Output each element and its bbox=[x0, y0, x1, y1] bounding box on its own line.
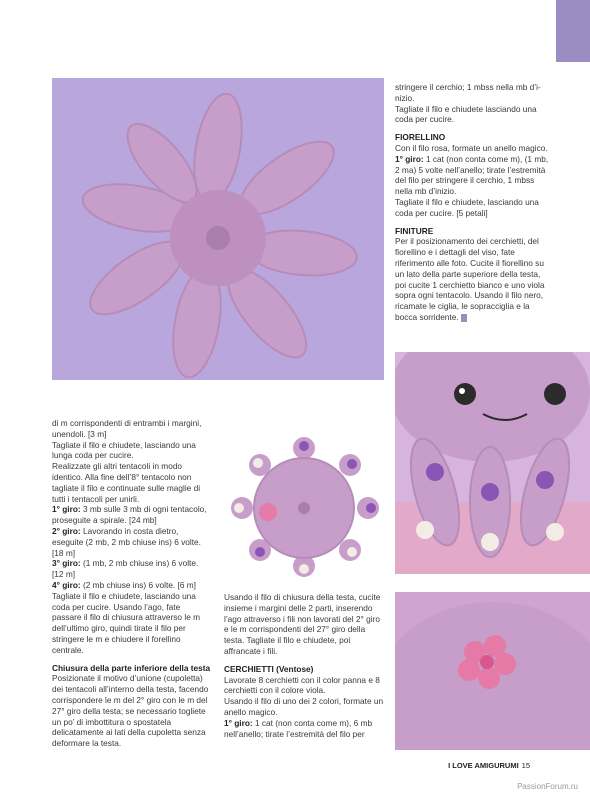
round-text: (1 mb, 2 mb chiuse ins) 6 volte. [12 m] bbox=[52, 558, 199, 580]
octopus-tentacles-photo bbox=[52, 78, 384, 380]
paragraph: Lavorate 8 cerchietti con il color panna e 8 cerchietti con il colore viola. bbox=[224, 674, 380, 696]
paragraph: Tagliate il filo e chiudete, lasciando una coda per cucire. Usando l’ago, fate passare il filo di chiusura attraverso le m dell’ultimo giro, quindi tirate il filo per stringere le m e chiudere il forellino centrale. bbox=[52, 590, 201, 655]
round-label: 2° giro: bbox=[52, 525, 81, 536]
paragraph bbox=[395, 154, 553, 197]
section-heading: FINITURE bbox=[395, 225, 434, 236]
paragraph bbox=[52, 580, 212, 591]
middle-column bbox=[224, 592, 386, 739]
paragraph: stringere il cerchio; 1 mbss nella mb d’i-nizio. bbox=[395, 82, 541, 103]
paragraph: Posizionate il motivo d’unione (cupoletta) dei tentacoli all’interno della testa, facendo corrispondere le m del 2° giro con le m del 27° giro della testa; se necessario togliete un po’ di imbottitura o spostatela delicatamente ai lati della cupoletta senza deformare la testa. bbox=[52, 673, 209, 749]
paragraph: Usando il filo di chiusura della testa, cucite insieme i margini delle 2 parti, inserendo l’ago attraverso i fili non lavorati del 2° giro e le m corrispondenti del 27° giro della testa. Tagliate il filo e chiudete, poi affrancate i fili. bbox=[224, 592, 381, 656]
round-label: 1° giro: bbox=[224, 717, 253, 728]
round-label: 1° giro: bbox=[395, 153, 424, 164]
right-top-column bbox=[395, 82, 553, 323]
paragraph: Realizzate gli altri tentacoli in modo identico. Alla fine dell’8° tentacolo non tagliate il filo e continuate sulle maglie di tutti i tentacoli per unirli. bbox=[52, 461, 201, 504]
corner-color-tab bbox=[556, 0, 590, 62]
paragraph bbox=[52, 526, 212, 558]
left-column bbox=[52, 418, 212, 749]
round-label: 4° giro: bbox=[52, 579, 81, 590]
finiture-text: Per il posizionamento dei cerchietti, del fiorellino e i dettagli del viso, fate riferimento alle foto. Cucite il fiorellino su un lato della parte superiore della testa, poi cucite 1 cerchietto bianco e uno viola sopra ogni tentacolo. Usando il filo nero, ricamate le ciglia, le sopracciglia e la bocca sorridente. bbox=[395, 236, 545, 322]
round-text: (2 mb chiuse ins) 6 volte. [6 m] bbox=[80, 579, 196, 590]
section-heading: Chiusura della parte inferiore della testa bbox=[52, 662, 211, 673]
end-mark-icon bbox=[461, 314, 467, 322]
octopus-face-photo bbox=[395, 352, 590, 574]
paragraph: Tagliate il filo e chiudete, lasciando una coda per cucire. [5 petali] bbox=[395, 196, 539, 218]
paragraph: Tagliate il filo e chiudete lasciando una coda per cucire. bbox=[395, 103, 537, 125]
round-text: 1 cat (non conta come m), (1 mb, 2 ma) 5 volte nell’anello; tirate l’estremità del filo per stringere il cerchio, 1 mbss nella mb d’inizio. bbox=[395, 153, 549, 197]
paragraph: di m corrispondenti di entrambi i margini, unendoli. [3 m] bbox=[52, 418, 202, 439]
paragraph: Tagliate il filo e chiudete, lasciando una lunga coda per cucire. bbox=[52, 439, 196, 461]
paragraph bbox=[395, 236, 553, 322]
section-heading: CERCHIETTI (Ventose) bbox=[224, 663, 314, 674]
flower-detail-photo bbox=[395, 592, 590, 750]
section-heading: FIORELLINO bbox=[395, 132, 446, 143]
round-label: 1° giro: bbox=[52, 504, 81, 515]
paragraph bbox=[224, 718, 386, 740]
paragraph: Con il filo rosa, formate un anello magico. bbox=[395, 142, 548, 153]
paragraph bbox=[52, 558, 212, 580]
octopus-top-view-photo bbox=[224, 430, 384, 580]
round-text: 1 cat (non conta come m), 6 mb nell’anello; tirate l’estremità del filo per bbox=[224, 717, 373, 739]
round-label: 3° giro: bbox=[52, 558, 81, 569]
magazine-name: I LOVE AMIGURUMI bbox=[448, 761, 519, 770]
round-text: 3 mb sulle 3 mb di ogni tentacolo, proseguite a spirale. [24 mb] bbox=[52, 504, 207, 526]
paragraph: Usando il filo di uno dei 2 colori, formate un anello magico. bbox=[224, 696, 384, 717]
page-footer bbox=[448, 761, 530, 770]
watermark: PassionForum.ru bbox=[517, 782, 578, 791]
page-number: 15 bbox=[521, 761, 530, 770]
round-text: Lavorando in costa dietro, eseguite (2 mb, 2 mb chiuse ins) 6 volte. [18 m] bbox=[52, 525, 201, 558]
paragraph bbox=[52, 504, 212, 526]
